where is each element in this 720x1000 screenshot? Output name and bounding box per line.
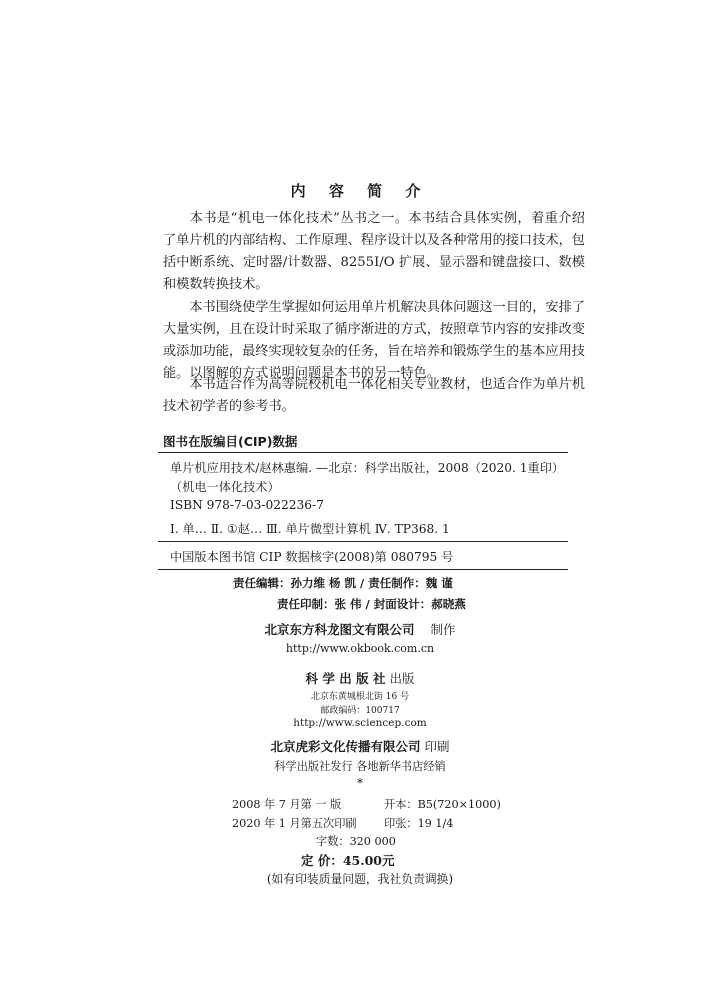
cip-entry-line-2: （机电一体化技术） [170,480,280,494]
summary-paragraph-3-text: 本书适合作为高等院校机电一体化相关专业教材，也适合作为单片机技术初学者的参考书。 [163,377,585,414]
summary-paragraph-2 [163,297,585,385]
credit-editors: 责任编辑：孙力维 杨 凯 / 责任制作：魏 谨 [233,576,453,590]
edition-word-count: 字数：320 000 [316,835,396,848]
price-label: 定 价： [301,853,343,868]
producer-name: 北京东方科龙图文有限公司 [264,622,415,637]
publisher-name: 科 学 出 版 社 [305,671,386,686]
edition-sheets: 印张：19 1/4 [384,817,454,830]
distribution-line: 科学出版社发行 各地新华书店经销 [274,760,446,773]
summary-paragraph-1 [163,208,585,296]
divider-asterisk: * [357,776,363,790]
publisher-url: http://www.sciencep.com [293,717,427,729]
publisher-address: 北京东黄城根北街 16 号 [310,692,410,702]
summary-paragraph-3 [163,374,585,418]
credit-printing-design: 责任印制：张 伟 / 封面设计：郝晓燕 [277,597,466,611]
cip-isbn: ISBN 978-7-03-022236-7 [170,498,324,512]
producer-suffix: 制作 [430,622,456,637]
producer-line [0,620,720,638]
price-line [301,851,395,869]
publisher-suffix: 出版 [389,671,415,686]
publisher-line [0,669,720,687]
cip-subjects: Ⅰ. 单… Ⅱ. ①赵… Ⅲ. 单片微型计算机 Ⅳ. TP368. 1 [170,522,450,536]
edition-format: 开本：B5(720×1000) [384,798,501,811]
printer-suffix: 印刷 [424,739,450,754]
cip-top-rule [158,452,568,453]
printer-line [0,737,720,755]
cip-entry-line-1: 单片机应用技术/赵林惠编. —北京：科学出版社，2008（2020. 1重印） [170,461,565,475]
quality-note: (如有印装质量问题，我社负责调换) [266,872,454,886]
cip-middle-rule [158,541,568,542]
edition-reprint: 2020 年 1 月第五次印刷 [232,817,357,830]
printer-name: 北京虎彩文化传播有限公司 [270,739,421,754]
cip-heading: 图书在版编目(CIP)数据 [163,434,298,449]
publisher-postcode: 邮政编码：100717 [320,706,400,716]
price-value: 45.00元 [342,853,395,868]
edition-first: 2008 年 7 月第 一 版 [232,798,342,811]
producer-url: http://www.okbook.com.cn [285,642,435,655]
summary-title: 内 容 简 介 [290,182,430,200]
summary-paragraph-2-text: 本书围绕使学生掌握如何运用单片机解决具体问题这一目的，安排了大量实例，且在设计时采取了循序渐进的方式，按照章节内容的安排改变或添加功能，最终实现较复杂的任务，旨在培养和锻炼学生的基本应用技能。以图解的方式说明问题是本书的另一特色。 [163,300,585,381]
cip-bottom-rule [158,569,568,570]
summary-paragraph-1-text: 本书是“机电一体化技术”丛书之一。本书结合具体实例，着重介绍了单片机的内部结构、工作原理、程序设计以及各种常用的接口技术，包括中断系统、定时器/计数器、8255I/O 扩展、显示器和键盘接口、数模和模数转换技术。 [163,211,585,292]
cip-verification: 中国版本图书馆 CIP 数据核字(2008)第 080795 号 [170,550,454,564]
